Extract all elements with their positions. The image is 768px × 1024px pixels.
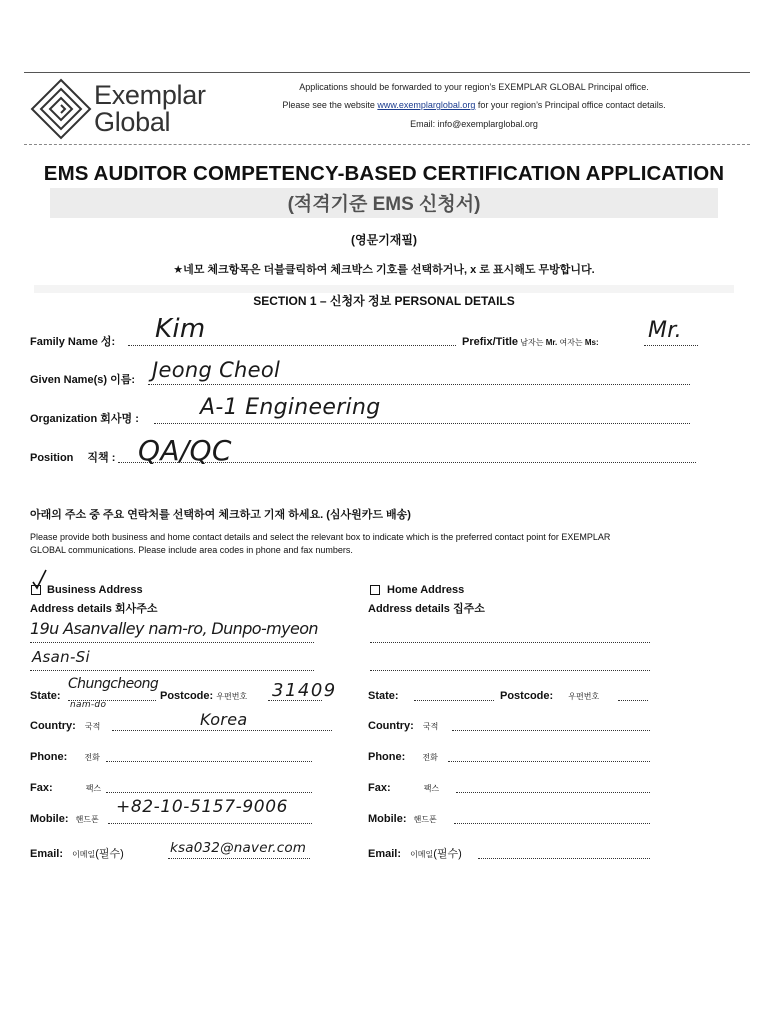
notice-line3: Email: info@exemplarglobal.org [410,119,538,129]
notice-line1: Applications should be forwarded to your region’s EXEMPLAR GLOBAL Principal office. [299,82,649,92]
home-mobile-label [368,813,437,826]
business-phone-label [30,751,100,764]
home-country-label [368,720,438,733]
header-bottom-rule [24,144,750,145]
business-phone-label-en: Phone: [30,751,68,763]
home-postcode-field[interactable] [618,700,648,701]
home-phone-label [368,751,438,764]
home-phone-label-kr: 전화 [422,753,438,762]
english-only-note: (영문기재필) [351,233,417,247]
business-email-value: ksa032@naver.com [170,840,307,856]
business-country-field[interactable] [112,730,332,731]
home-email-required: (필수) [433,848,462,860]
prefix-hint-ms: Ms: [584,338,599,347]
home-postcode-label-en: Postcode: [500,690,554,702]
prefix-field[interactable] [644,345,698,346]
prefix-label-text: Prefix/Title [462,336,519,348]
home-fax-label-en: Fax: [368,782,391,794]
business-mobile-label-kr: 핸드폰 [75,815,99,824]
given-name-label: Given Name(s) 이름: [30,374,135,386]
business-fax-label-kr: 팩스 [85,784,102,793]
home-phone-label-en: Phone: [368,751,406,763]
business-country-value: Korea [200,710,248,729]
business-email-label-kr: 이메일 [72,850,96,859]
family-name-value: Kim [155,314,206,344]
business-email-required: (필수) [95,848,124,860]
business-country-label-kr: 국적 [84,722,101,731]
home-address-line1-field[interactable] [370,642,650,643]
contact-heading-english-2: GLOBAL communications. Please include area codes in phone and fax numbers. [30,545,353,555]
organization-value: A-1 Engineering [200,395,381,420]
position-label-kr: 직책 : [87,452,116,464]
business-email-label [30,848,124,861]
business-address-line1-field[interactable] [30,642,314,643]
home-fax-field[interactable] [456,792,650,793]
business-mobile-field[interactable] [108,823,312,824]
logo-word-exemplar: Exemplar [94,80,206,110]
home-address-checkbox[interactable] [370,585,380,595]
home-phone-field[interactable] [448,761,650,762]
home-mobile-label-kr: 핸드폰 [413,815,437,824]
prefix-value: Mr. [648,318,682,343]
website-link[interactable]: www.exemplarglobal.org [377,100,476,110]
business-mobile-label-en: Mobile: [30,813,69,825]
prefix-hint-female: 여자는 [557,338,585,347]
business-email-field[interactable] [168,858,310,859]
business-fax-label [30,782,101,795]
family-name-label: Family Name 성: [30,336,116,348]
business-address-line1: 19u Asanvalley nam-ro, Dunpo-myeon [30,619,318,638]
business-postcode-label [160,690,247,703]
home-state-field[interactable] [414,700,494,701]
section-1-heading: SECTION 1 – 신청자 정보 PERSONAL DETAILS [253,294,515,308]
header-top-rule [24,72,750,73]
business-state-value-2: nam-do [70,700,107,710]
home-email-field[interactable] [478,858,650,859]
business-fax-field[interactable] [106,792,312,793]
business-postcode-label-kr: 우편번호 [216,692,248,701]
organization-field[interactable] [154,423,690,424]
header-notice [238,82,710,130]
home-address-title: Home Address [387,584,465,596]
given-name-field[interactable] [148,384,690,385]
given-name-value: Jeong Cheol [152,358,281,382]
business-state-value: Chungcheong [68,676,159,692]
contact-heading-english-1: Please provide both business and home contact details and select the relevant box to indicate which is the preferred contact point for EXEMPLAR [30,532,611,542]
contact-heading-korean: 아래의 주소 중 주요 연락처를 선택하여 체크하고 기재 하세요. (심사원카드 배송) [30,509,411,521]
family-name-field[interactable] [128,345,456,346]
home-country-field[interactable] [452,730,650,731]
checkbox-instruction: ★네모 체크항목은 더블클릭하여 체크박스 기호를 선택하거나, x 로 표시해도 무방합니다. [173,264,595,276]
home-email-label-en: Email: [368,848,402,860]
organization-label: Organization 회사명 : [30,413,139,425]
home-fax-label [368,782,439,795]
business-mobile-label [30,813,99,826]
scan-noise [50,188,718,218]
position-value: QA/QC [138,434,232,467]
home-postcode-label-kr: 우편번호 [568,692,600,701]
business-fax-label-en: Fax: [30,782,53,794]
business-state-label: State: [30,690,61,702]
home-email-label [368,848,462,861]
notice-line2-prefix: Please see the website [282,100,378,110]
home-country-label-kr: 국적 [422,722,439,731]
business-mobile-value: +82-10-5157-9006 [116,797,289,817]
business-postcode-value: 31409 [272,680,337,701]
notice-line2 [238,100,710,111]
exemplar-logo [28,76,218,142]
position-label-en: Position [30,452,74,464]
form-title-korean: (적격기준 EMS 신청서) [287,194,481,215]
home-address-details-label: Address details 집주소 [368,603,485,615]
business-country-label-en: Country: [30,720,76,732]
home-mobile-field[interactable] [454,823,650,824]
business-phone-field[interactable] [106,761,312,762]
home-fax-label-kr: 팩스 [423,784,440,793]
position-label [30,452,115,465]
business-phone-label-kr: 전화 [84,753,100,762]
home-address-line2-field[interactable] [370,670,650,671]
prefix-hint-male: 남자는 [518,338,546,347]
notice-line2-suffix: for your region’s Principal office contact details. [475,100,666,110]
business-address-title: Business Address [47,584,143,596]
prefix-hint-mr: Mr. [545,338,558,347]
logo-word-global: Global [94,107,171,137]
home-email-label-kr: 이메일 [410,850,434,859]
business-country-label [30,720,100,733]
home-mobile-label-en: Mobile: [368,813,407,825]
prefix-label [462,336,599,349]
home-state-label: State: [368,690,399,702]
logo-diamond-icon [30,78,92,140]
business-postcode-label-en: Postcode: [160,690,214,702]
business-email-label-en: Email: [30,848,64,860]
scan-noise [34,285,734,293]
business-address-details-label: Address details 회사주소 [30,603,158,615]
home-country-label-en: Country: [368,720,414,732]
business-address-line2: Asan-Si [32,648,90,666]
home-postcode-label [500,690,599,703]
business-address-line2-field[interactable] [30,670,314,671]
form-title: EMS AUDITOR COMPETENCY-BASED CERTIFICATION APPLICATION [43,162,725,185]
